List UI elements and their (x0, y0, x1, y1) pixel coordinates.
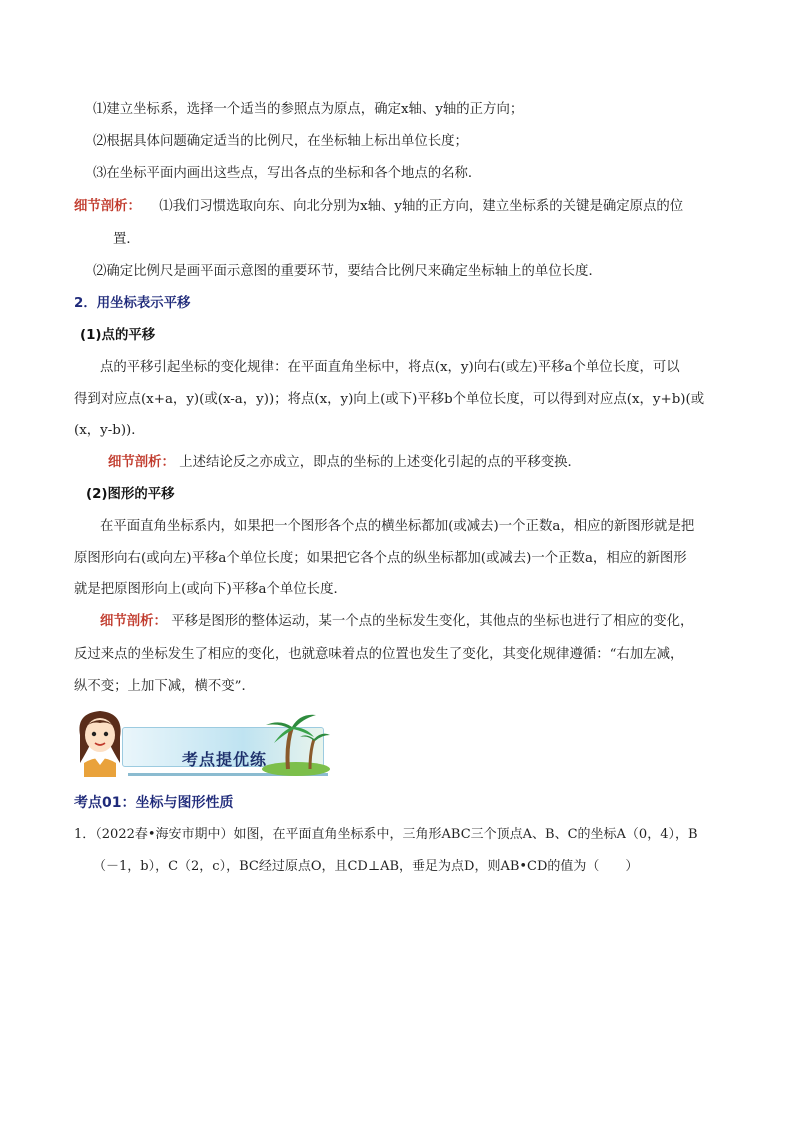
note3-line2: 反过来点的坐标发生了相应的变化，也就意味着点的位置也发生了变化，其变化规律遵循：“右加左减， (74, 647, 684, 662)
step-1: ⑴建立坐标系，选择一个适当的参照点为原点，确定x轴、y轴的正方向； (93, 102, 524, 117)
section2-sub2: (2)图形的平移 (86, 487, 175, 502)
note2-text: 上述结论反之亦成立，即点的坐标的上述变化引起的点的平移变换． (179, 455, 581, 470)
note2-line (108, 453, 581, 473)
kaodian-heading: 考点01：坐标与图形性质 (74, 795, 234, 811)
p2-line1: 在平面直角坐标系内，如果把一个图形各个点的横坐标都加(或减去)一个正数a，相应的新图形就是把 (100, 519, 695, 534)
note3-line3: 纵不变；上加下减，横不变”． (74, 679, 255, 694)
note3-text-1: 平移是图形的整体运动，某一个点的坐标发生变化，其他点的坐标也进行了相应的变化， (171, 614, 694, 629)
section2-heading: 2．用坐标表示平移 (74, 296, 191, 311)
p1-line3: (x，y-b))． (74, 423, 145, 438)
note3-label: 细节剖析： (100, 614, 167, 629)
p2-line2: 原图形向右(或向左)平移a个单位长度；如果把它各个点的纵坐标都加(或减去)一个正数a，相应的新图形 (74, 551, 687, 566)
girl-mascot-icon (70, 705, 130, 777)
question-1-line1: 1．（2022春•海安市期中）如图，在平面直角坐标系中，三角形ABC三个顶点A、B、C的坐标A（0，4），B (74, 827, 698, 842)
palm-tree-island-icon (256, 705, 336, 777)
note3-line1 (100, 612, 693, 632)
p1-line1: 点的平移引起坐标的变化规律：在平面直角坐标中，将点(x，y)向右(或左)平移a个单位长度，可以 (100, 360, 680, 375)
section-banner (70, 705, 334, 777)
p2-line3: 就是把原图形向上(或向下)平移a个单位长度． (74, 582, 347, 597)
banner-title: 考点提优练 (182, 750, 268, 769)
note1-line1 (74, 197, 683, 217)
section2-sub1: (1)点的平移 (80, 328, 156, 343)
p1-line2: 得到对应点(x+a，y)(或(x-a，y))；将点(x，y)向上(或下)平移b个单位长度，可以得到对应点(x，y+b)(或 (74, 392, 705, 407)
note1-line2: 置． (113, 232, 140, 247)
step-3: ⑶在坐标平面内画出这些点，写出各点的坐标和各个地点的名称． (93, 166, 482, 181)
step-2: ⑵根据具体问题确定适当的比例尺，在坐标轴上标出单位长度； (93, 134, 468, 149)
note2-label: 细节剖析： (108, 455, 175, 470)
note1-label: 细节剖析： (74, 199, 141, 214)
note1-line3: ⑵确定比例尺是画平面示意图的重要环节，要结合比例尺来确定坐标轴上的单位长度． (93, 264, 602, 279)
question-1-line2: （－1，b），C（2，c），BC经过原点O，且CD⊥AB，垂足为点D，则AB•CD的值为（ ） (93, 859, 639, 874)
note1-text: ⑴我们习惯选取向东、向北分别为x轴、y轴的正方向，建立坐标系的关键是确定原点的位 (159, 199, 684, 214)
